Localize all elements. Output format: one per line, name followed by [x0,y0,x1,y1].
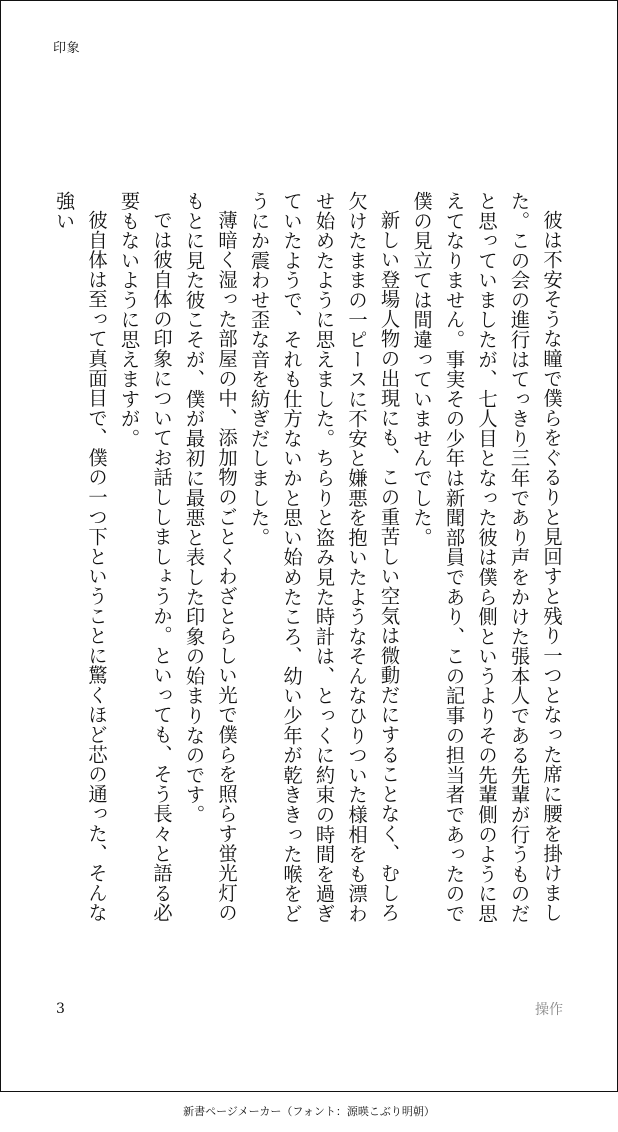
paragraph: では彼自体の印象についてお話ししましょうか。といっても、そう長々と語る必要もないように思えますが。 [117,191,173,923]
paragraph: 彼は不安そうな瞳で僕らをぐるりと見回すと残り一つとなった席に腰を掛けました。この会の進行はてっきり三年であり声をかけた張本人である先輩が行うものだと思っていましたが、七人目となった彼は僕ら側というよりその先輩側のように思えてなりません。事実その少年は新聞部員であり、この記事の担当者であったので僕の見立ては間違っていませんでした。 [410,191,563,924]
paragraph: 新しい登場人物の出現にも、この重苦しい空気は微動だにすることなく、むしろ欠けたままの一ピースに不安と嫌悪を抱いたようなそんなひりついた様相をも漂わせ始めたように思えました。ちらりと盗み見た時計は、とっくに約束の時間を過ぎていたようで、それも仕方ないかと思い始めたころ、幼い少年が乾ききった喉をどうにか震わせ歪な音を紡ぎだしました。 [247,191,401,924]
vertical-body-text [53,191,567,931]
operation-button[interactable]: 操作 [535,1002,563,1018]
paragraph: 薄暗く湿った部屋の中、添加物のごとくわざとらしい光で僕らを照らす蛍光灯のもとに見た彼こそが、僕が最初に最悪と表した印象の始まりなのです。 [182,191,238,923]
paragraph: 彼自体は至って真面目で、僕の一つ下ということに驚くほど芯の通った、そんな強い [53,191,108,923]
page-number: 3 [56,1001,65,1017]
generator-caption: 新書ページメーカー（フォント：源暎こぶり明朝） [183,1105,435,1118]
chapter-title: 印象 [53,41,81,56]
